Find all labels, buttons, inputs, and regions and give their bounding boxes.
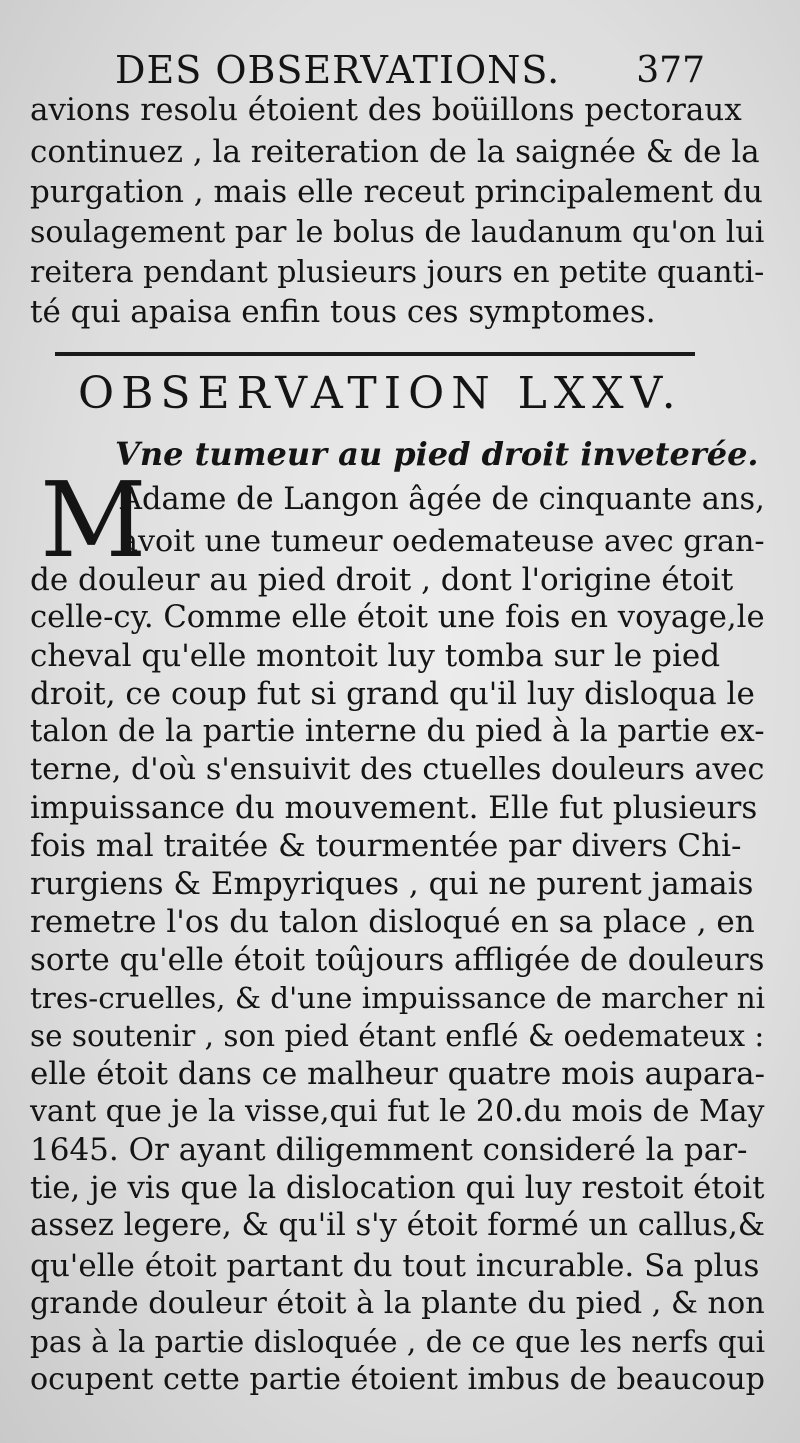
text-line: té qui apaisa enfin tous ces symptomes. <box>30 294 656 330</box>
text-line: fois mal traitée & tourmentée par divers Chi- <box>30 828 742 864</box>
text-line: remetre l'os du talon disloqué en sa place , en <box>30 904 755 940</box>
text-line: reitera pendant plusieurs jours en petite quanti- <box>30 255 765 290</box>
running-title: DES OBSERVATIONS. <box>115 48 561 92</box>
text-line: avoit une tumeur oedemateuse avec gran- <box>120 524 765 559</box>
observation-subtitle: Vne tumeur au pied droit inveterée. <box>115 435 759 473</box>
text-line: rurgiens & Empyriques , qui ne purent jamais <box>30 866 754 902</box>
drop-cap: M <box>40 459 147 581</box>
text-line: Adame de Langon âgée de cinquante ans, <box>120 482 765 517</box>
text-line: soulagement par le bolus de laudanum qu'on lui <box>30 215 765 250</box>
text-line: terne, d'où s'ensuivit des ctuelles douleurs avec <box>30 752 765 787</box>
text-line: sorte qu'elle étoit toûjours affligée de douleurs <box>30 942 765 978</box>
text-line: qu'elle étoit partant du tout incurable. Sa plus <box>30 1248 760 1284</box>
text-line: pas à la partie disloquée , de ce que les nerfs qui <box>30 1325 766 1359</box>
text-line: de douleur au pied droit , dont l'origine étoit <box>30 562 734 598</box>
text-line: celle-cy. Comme elle étoit une fois en voyage,le <box>30 600 765 635</box>
text-line: continuez , la reiteration de la saignée & de la <box>30 134 760 170</box>
text-line: assez legere, & qu'il s'y étoit formé un callus,& <box>30 1208 766 1243</box>
page-number: 377 <box>636 50 705 91</box>
text-line: vant que je la visse,qui fut le 20.du mois de May <box>30 1094 765 1129</box>
text-line: 1645. Or ayant diligemment consideré la par- <box>30 1132 748 1168</box>
text-line: elle étoit dans ce malheur quatre mois aupara- <box>30 1056 765 1092</box>
text-line: cheval qu'elle montoit luy tomba sur le pied <box>30 638 721 674</box>
text-line: droit, ce coup fut si grand qu'il luy disloqua le <box>30 676 755 712</box>
text-line: tie, je vis que la dislocation qui luy restoit étoit <box>30 1170 765 1206</box>
text-line: se soutenir , son pied étant enflé & oedemateux : <box>30 1019 765 1053</box>
text-line: talon de la partie interne du pied à la partie ex- <box>30 714 765 749</box>
text-line: avions resolu étoient des boüillons pectoraux <box>30 92 742 128</box>
observation-title: OBSERVATION LXXV. <box>78 368 683 419</box>
text-line: grande douleur étoit à la plante du pied , & non <box>30 1286 765 1321</box>
text-line: impuissance du mouvement. Elle fut plusieurs <box>30 790 758 826</box>
text-line: ocupent cette partie étoient imbus de beaucoup <box>30 1362 766 1397</box>
section-divider <box>55 352 695 356</box>
text-line: purgation , mais elle receut principalement du <box>30 174 763 210</box>
text-line: tres-cruelles, & d'une impuissance de marcher ni <box>30 981 765 1015</box>
